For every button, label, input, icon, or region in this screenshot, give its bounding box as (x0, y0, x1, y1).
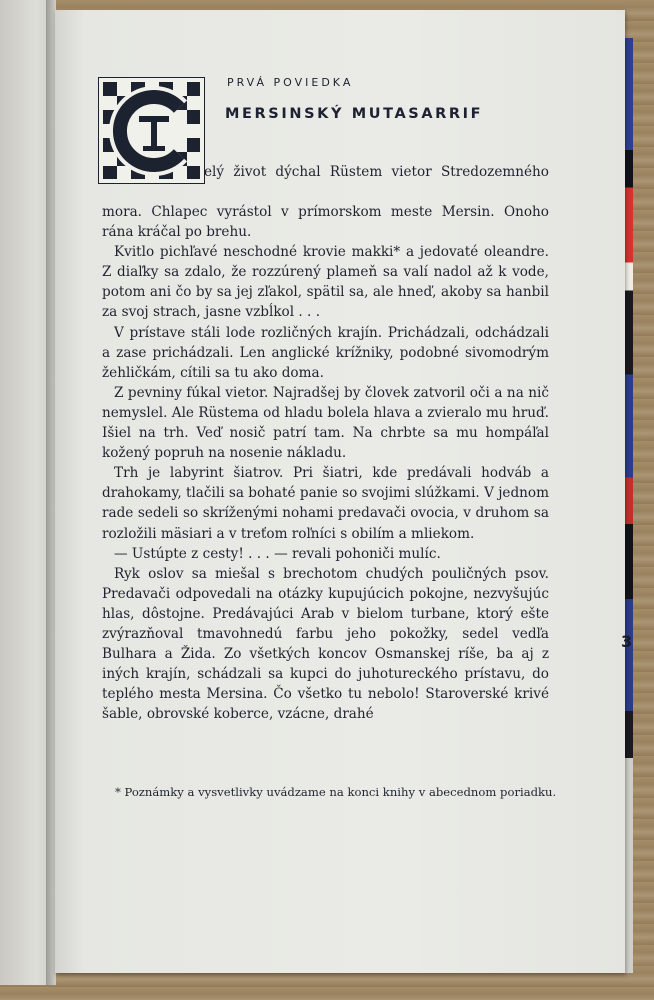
chapter-label: PRVÁ POVIEDKA (227, 76, 354, 89)
paragraph: — Ustúpte z cesty! . . . — revali pohoniči mulíc. (114, 545, 441, 562)
book-page (55, 10, 633, 973)
drop-cap-c-icon (99, 78, 204, 183)
opening-line (204, 162, 549, 182)
paragraph: Kvitlo pichľavé neschodné krovie makki* a jedovaté oleandre. Z diaľky sa zdalo, že rozzúrený plameň sa valí nadol až k vode, potom ani čo by sa jej zľakol, spätil sa, ale hneď, akoby sa hanbil za svoj strach, jasne vzbĺkol . . . (102, 244, 549, 321)
chapter-title: MERSINSKÝ MUTASARRIF (225, 106, 484, 122)
paragraph: Z pevniny fúkal vietor. Najradšej by človek zatvoril oči a na nič nemyslel. Ale Rüstema od hladu bolela hlava a zvieralo mu hruď. Išiel na trh. Veď nosič patrí tam. Na chrbte sa mu hompáľal kožený popruh na nosenie nákladu. (102, 384, 549, 462)
page-number: 3 (621, 632, 633, 651)
paragraph: Ryk oslov sa miešal s brechotom chudých pouličných psov. Predavači odpovedali na otázky kupujúcich pokojne, nezvyšujúc hlas, dôstojne. Predávajúci Arab v bielom turbane, ktorý ešte zvýrazňoval tmavohnedú farbu jeho pokožky, sedel vedľa Bulhara a Žida. Zo všetkých koncov Osmanskej ríše, ba aj z iných krajín, schádzali sa kupci do juhotureckého prístavu, do teplého mesta Mersina. Čo všetko tu nebolo! Staroverské krivé šable, obrovské koberce, vzácne, drahé (102, 565, 549, 723)
footnote: * Poznámky a vysvetlivky uvádzame na konci knihy v abecednom poriadku. (115, 785, 557, 799)
paragraph: mora. Chlapec vyrástol v prímorskom meste Mersin. Onoho rána kráčal po brehu. (102, 204, 549, 241)
drop-cap-ornament (98, 77, 205, 184)
opening-line-text: elý život dýchal Rüstem vietor Stredozemného (204, 164, 549, 180)
paragraph: Trh je labyrint šiatrov. Pri šiatri, kde predávali hodváb a drahokamy, tlačili sa bohaté panie so svojimi slúžkami. V jednom rade sedeli so skríženými nohami predavači ovocia, v druhom sa rozložili mäsiari a v treťom roľníci s obilím a mliekom. (102, 465, 549, 542)
drop-cap-letter (204, 78, 205, 79)
paragraph: V prístave stáli lode rozličných krajín. Prichádzali, odchádzali a zase prichádzali. Len anglické krížniky, podobné sivomodrým žehličkám, cítili sa tu ako doma. (102, 324, 549, 381)
body-text (102, 202, 549, 724)
